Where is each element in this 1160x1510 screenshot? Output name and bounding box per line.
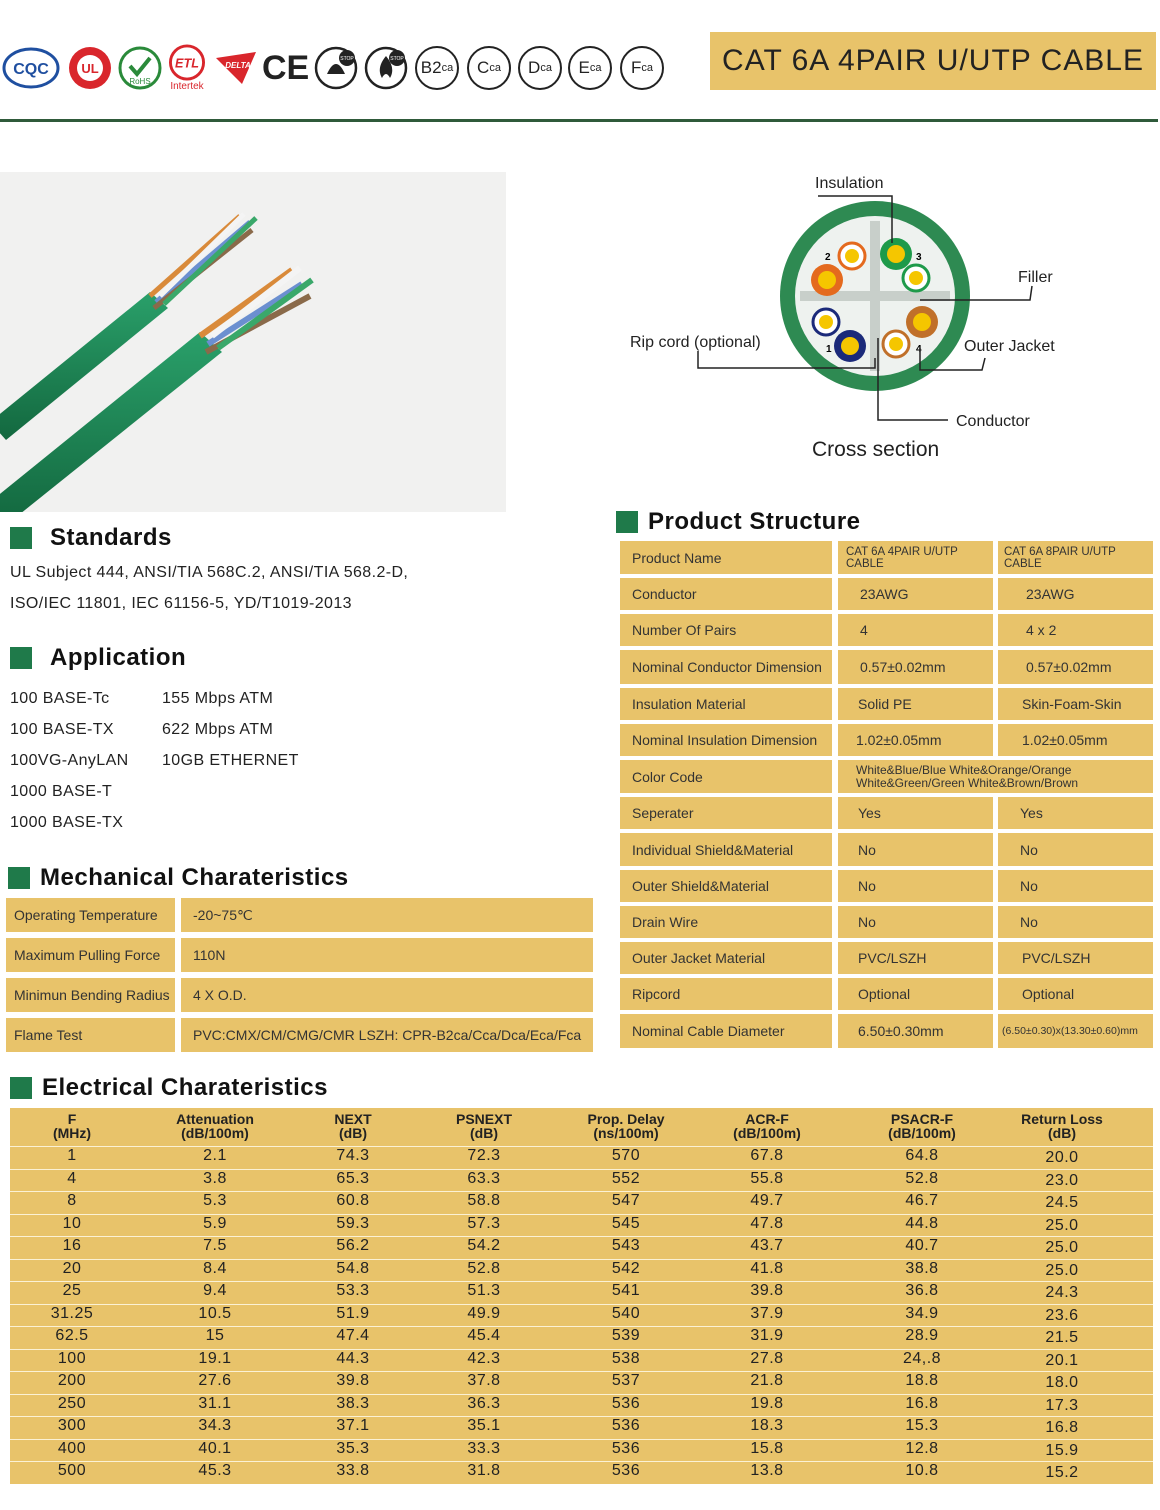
table-cell: 16.8 (1045, 1419, 1079, 1436)
column-header-unit: (dB) (1048, 1125, 1076, 1141)
table-cell: 35.3 (336, 1439, 370, 1457)
electrical-column-header (334, 1112, 371, 1140)
table-cell: 10.5 (198, 1304, 232, 1322)
table-cell: 400 (57, 1439, 87, 1457)
table-row-divider (10, 1326, 1153, 1327)
table-cell: 15.8 (750, 1439, 784, 1457)
table-row-divider (10, 1259, 1153, 1260)
structure-value-8pair: 23AWG (998, 578, 1153, 610)
column-header-unit: (ns/100m) (593, 1125, 659, 1141)
table-cell: 20.1 (1045, 1351, 1079, 1369)
table-cell: 8.4 (203, 1259, 227, 1277)
column-header-unit: (dB/100m) (888, 1125, 956, 1141)
table-cell: 10 (62, 1214, 82, 1232)
structure-value-4pair: 6.50±0.30mm (838, 1014, 993, 1048)
table-cell: 33.8 (336, 1462, 370, 1479)
table-row-divider (10, 1461, 1153, 1462)
structure-label: Drain Wire (620, 906, 832, 938)
table-cell: 64.8 (905, 1147, 939, 1164)
column-header-title: F (67, 1111, 77, 1127)
table-cell: 47.4 (336, 1327, 370, 1344)
table-row-divider (10, 1416, 1153, 1417)
color-code-line-1: White&Blue/Blue White&Orange/Orange (856, 762, 1072, 777)
column-header-title: Return Loss (1021, 1111, 1103, 1127)
column-header-title: NEXT (334, 1111, 372, 1127)
table-cell: 54.8 (336, 1259, 370, 1277)
structure-value-8pair: (6.50±0.30)x(13.30±0.60)mm (998, 1014, 1153, 1048)
structure-value-4pair: No (838, 870, 993, 902)
table-row-divider (10, 1146, 1153, 1147)
table-cell: 62.5 (55, 1327, 89, 1344)
table-cell: 53.3 (336, 1282, 370, 1299)
svg-text:3: 3 (916, 252, 922, 263)
column-header-title: PSNEXT (455, 1111, 513, 1127)
structure-label: Seperater (620, 797, 832, 829)
table-cell: 35.1 (467, 1417, 501, 1434)
class-cca-icon: C ca (467, 44, 511, 92)
cqc-logo (2, 44, 60, 92)
table-cell: 25.0 (1045, 1261, 1079, 1279)
table-cell: 49.9 (467, 1304, 501, 1322)
heading-marker (8, 867, 30, 889)
insulation-label: Insulation (815, 175, 884, 192)
mech-value: 110N (181, 938, 593, 972)
electrical-column-header (1021, 1112, 1103, 1140)
structure-value-4pair: 1.02±0.05mm (838, 724, 993, 756)
structure-value-4pair: CAT 6A 4PAIR U/UTP CABLE (838, 541, 993, 574)
table-cell: 72.3 (467, 1147, 501, 1164)
standards-line-2: ISO/IEC 11801, IEC 61156-5, YD/T1019-2013 (10, 595, 352, 612)
mech-label: Operating Temperature (6, 898, 175, 932)
column-header-unit: (MHz) (52, 1125, 92, 1141)
table-cell: 41.8 (750, 1259, 784, 1277)
structure-value-8pair: Yes (998, 797, 1153, 829)
table-cell: 540 (611, 1304, 641, 1322)
table-cell: 547 (611, 1192, 641, 1209)
svg-text:ETL: ETL (175, 56, 199, 71)
fire-stop-icon (364, 44, 408, 92)
electrical-column-header (456, 1112, 512, 1140)
table-cell: 39.8 (750, 1282, 784, 1299)
table-cell: 18.0 (1045, 1374, 1079, 1391)
structure-value-8pair: PVC/LSZH (998, 942, 1153, 974)
application-item: 1000 BASE-TX (10, 814, 124, 831)
table-cell: 38.3 (336, 1394, 370, 1412)
structure-label: Nominal Cable Diameter (620, 1014, 832, 1048)
intertek-label: Intertek (170, 81, 204, 92)
etl-logo (166, 44, 208, 92)
header-divider (0, 119, 1158, 122)
table-cell: 46.7 (905, 1192, 939, 1209)
table-cell: 34.3 (198, 1417, 232, 1434)
standards-heading: Standards (10, 524, 172, 552)
table-cell: 13.8 (750, 1462, 784, 1479)
table-cell: 16.8 (905, 1394, 939, 1412)
product-structure-heading: Product Structure (616, 508, 861, 536)
table-cell: 20.0 (1045, 1149, 1079, 1166)
table-cell: 250 (57, 1394, 87, 1412)
table-cell: 539 (611, 1327, 641, 1344)
table-cell: 15.2 (1045, 1464, 1079, 1481)
table-cell: 538 (611, 1349, 641, 1367)
electrical-heading: Electrical Charateristics (10, 1074, 328, 1102)
table-cell: 42.3 (467, 1349, 501, 1367)
table-cell: 25 (62, 1282, 82, 1299)
table-cell: 19.8 (750, 1394, 784, 1412)
structure-value-4pair: 4 (838, 614, 993, 646)
structure-label: Nominal Conductor Dimension (620, 650, 832, 684)
electrical-table (10, 1108, 1153, 1484)
table-cell: 52.8 (905, 1169, 939, 1187)
table-cell: 21.8 (750, 1372, 784, 1389)
table-cell: 570 (611, 1147, 641, 1164)
table-cell: 536 (611, 1417, 641, 1434)
table-cell: 543 (611, 1237, 641, 1254)
table-cell: 51.3 (467, 1282, 501, 1299)
delta-logo (214, 44, 258, 92)
table-cell: 5.9 (203, 1214, 227, 1232)
table-cell: 3.8 (203, 1169, 227, 1187)
table-cell: 34.9 (905, 1304, 939, 1322)
application-item: 10GB ETHERNET (162, 752, 299, 769)
class-b2ca-icon: B2 ca (415, 44, 459, 92)
table-cell: 49.7 (750, 1192, 784, 1209)
table-cell: 5.3 (203, 1192, 227, 1209)
cross-section-diagram (620, 168, 1090, 468)
mech-value: -20~75℃ (181, 898, 593, 932)
heading-marker (10, 1077, 32, 1099)
table-cell: 54.2 (467, 1237, 501, 1254)
table-cell: 55.8 (750, 1169, 784, 1187)
structure-label: Ripcord (620, 978, 832, 1010)
table-cell: 45.3 (198, 1462, 232, 1479)
structure-value-8pair: Skin-Foam-Skin (998, 688, 1153, 720)
filler-label: Filler (1018, 269, 1053, 286)
page-title: CAT 6A 4PAIR U/UTP CABLE (710, 32, 1156, 90)
table-cell: 20 (62, 1259, 82, 1277)
table-cell: 58.8 (467, 1192, 501, 1209)
electrical-column-header (888, 1112, 956, 1140)
structure-label: Number Of Pairs (620, 614, 832, 646)
table-row-divider (10, 1281, 1153, 1282)
class-fca-icon: F ca (620, 44, 664, 92)
table-cell: 37.8 (467, 1372, 501, 1389)
structure-value-8pair: 0.57±0.02mm (998, 650, 1153, 684)
mech-label: Maximum Pulling Force (6, 938, 175, 972)
rip-cord-label: Rip cord (optional) (630, 334, 761, 351)
structure-value-4pair: 0.57±0.02mm (838, 650, 993, 684)
table-cell: 542 (611, 1259, 641, 1277)
table-cell: 63.3 (467, 1169, 501, 1187)
svg-text:RoHS: RoHS (129, 77, 151, 86)
table-cell: 74.3 (336, 1147, 370, 1164)
svg-text:1: 1 (826, 344, 832, 355)
structure-label: Outer Jacket Material (620, 942, 832, 974)
table-cell: 57.3 (467, 1214, 501, 1232)
table-row-divider (10, 1439, 1153, 1440)
svg-text:STOP: STOP (340, 56, 354, 62)
structure-value-8pair: 1.02±0.05mm (998, 724, 1153, 756)
table-cell: 31.8 (467, 1462, 501, 1479)
svg-text:4: 4 (916, 344, 922, 355)
table-cell: 18.3 (750, 1417, 784, 1434)
structure-label: Individual Shield&Material (620, 833, 832, 866)
table-cell: 59.3 (336, 1214, 370, 1232)
table-cell: 38.8 (905, 1259, 939, 1277)
table-cell: 33.3 (467, 1439, 501, 1457)
table-cell: 56.2 (336, 1237, 370, 1254)
table-cell: 28.9 (905, 1327, 939, 1344)
column-header-unit: (dB/100m) (733, 1125, 801, 1141)
class-dca-icon: D ca (518, 44, 562, 92)
electrical-column-header (176, 1112, 254, 1140)
table-cell: 537 (611, 1372, 641, 1389)
structure-value-8pair: No (998, 870, 1153, 902)
table-cell: 10.8 (905, 1462, 939, 1479)
table-cell: 545 (611, 1214, 641, 1232)
table-row-divider (10, 1236, 1153, 1237)
structure-label: Color Code (620, 760, 832, 793)
table-row-divider (10, 1304, 1153, 1305)
table-cell: 552 (611, 1169, 641, 1187)
table-cell: 24.3 (1045, 1284, 1079, 1301)
conductor-label: Conductor (956, 413, 1030, 430)
outer-jacket-label: Outer Jacket (964, 338, 1055, 355)
heading-marker (10, 647, 32, 669)
structure-label: Nominal Insulation Dimension (620, 724, 832, 756)
table-cell: 43.7 (750, 1237, 784, 1254)
structure-value-8pair: CAT 6A 8PAIR U/UTP CABLE (998, 541, 1153, 574)
structure-value-8pair: 4 x 2 (998, 614, 1153, 646)
column-header-unit: (dB/100m) (181, 1125, 249, 1141)
table-cell: 12.8 (905, 1439, 939, 1457)
table-cell: 44.8 (905, 1214, 939, 1232)
table-cell: 67.8 (750, 1147, 784, 1164)
mech-value: 4 X O.D. (181, 978, 593, 1012)
cable-photo (0, 172, 506, 512)
mech-value: PVC:CMX/CM/CMG/CMR LSZH: CPR-B2ca/Cca/Dca/Eca/Fca (181, 1018, 593, 1052)
table-cell: 15 (205, 1327, 225, 1344)
table-cell: 23.0 (1045, 1171, 1079, 1189)
flame-stop-icon (314, 44, 358, 92)
class-eca-icon: E ca (568, 44, 612, 92)
table-cell: 7.5 (203, 1237, 227, 1254)
structure-label: Outer Shield&Material (620, 870, 832, 902)
table-cell: 31.1 (198, 1394, 232, 1412)
svg-text:STOP: STOP (390, 56, 404, 62)
table-cell: 60.8 (336, 1192, 370, 1209)
table-cell: 65.3 (336, 1169, 370, 1187)
table-cell: 40.1 (198, 1439, 232, 1457)
table-cell: 200 (57, 1372, 87, 1389)
structure-value-4pair: Solid PE (838, 688, 993, 720)
application-item: 622 Mbps ATM (162, 721, 274, 738)
table-cell: 16 (62, 1237, 82, 1254)
svg-text:UL: UL (81, 61, 99, 76)
electrical-column-header (53, 1112, 91, 1140)
mech-label: Minimun Bending Radius (6, 978, 175, 1012)
table-cell: 47.8 (750, 1214, 784, 1232)
table-cell: 541 (611, 1282, 641, 1299)
table-cell: 27.6 (198, 1372, 232, 1389)
table-cell: 31.25 (50, 1304, 94, 1322)
svg-text:2: 2 (825, 252, 831, 263)
table-row-divider (10, 1214, 1153, 1215)
column-header-unit: (dB) (339, 1125, 367, 1141)
table-cell: 536 (611, 1439, 641, 1457)
column-header-title: PSACR-F (890, 1111, 954, 1127)
svg-text:CQC: CQC (13, 61, 49, 78)
electrical-column-header (587, 1112, 664, 1140)
structure-value-4pair: Yes (838, 797, 993, 829)
application-item: 155 Mbps ATM (162, 690, 274, 707)
table-cell: 45.4 (467, 1327, 501, 1344)
application-heading: Application (10, 644, 186, 672)
table-cell: 24.5 (1045, 1194, 1079, 1211)
ul-logo (67, 44, 113, 92)
color-code-value (838, 760, 1153, 793)
electrical-column-header (733, 1112, 801, 1140)
table-cell: 4 (67, 1169, 77, 1187)
table-cell: 500 (57, 1462, 87, 1479)
structure-value-4pair: No (838, 906, 993, 938)
column-header-title: ACR-F (745, 1111, 789, 1127)
structure-value-4pair: Optional (838, 978, 993, 1010)
table-row-divider (10, 1394, 1153, 1395)
table-cell: 15.3 (905, 1417, 939, 1434)
table-cell: 1 (67, 1147, 77, 1164)
table-cell: 15.9 (1045, 1441, 1079, 1459)
structure-label: Insulation Material (620, 688, 832, 720)
table-cell: 52.8 (467, 1259, 501, 1277)
table-cell: 8 (67, 1192, 77, 1209)
structure-value-4pair: No (838, 833, 993, 866)
table-cell: 24,.8 (902, 1349, 942, 1367)
application-item: 1000 BASE-T (10, 783, 113, 800)
structure-value-8pair: No (998, 833, 1153, 866)
table-cell: 25.0 (1045, 1239, 1079, 1256)
structure-label: Conductor (620, 578, 832, 610)
column-header-unit: (dB) (469, 1125, 498, 1141)
table-cell: 300 (57, 1417, 87, 1434)
mech-label: Flame Test (6, 1018, 175, 1052)
table-cell: 37.9 (750, 1304, 784, 1322)
table-cell: 536 (611, 1462, 641, 1479)
structure-value-4pair: PVC/LSZH (838, 942, 993, 974)
table-cell: 27.8 (750, 1349, 784, 1367)
column-header-title: Prop. Delay (587, 1111, 665, 1127)
table-cell: 39.8 (336, 1372, 370, 1389)
heading-marker (10, 527, 32, 549)
mechanical-heading: Mechanical Charateristics (8, 864, 349, 892)
table-cell: 23.6 (1045, 1306, 1079, 1324)
ce-mark: CE (262, 48, 310, 87)
structure-value-8pair: Optional (998, 978, 1153, 1010)
table-cell: 36.3 (467, 1394, 501, 1412)
table-cell: 2.1 (203, 1147, 227, 1164)
svg-text:DELTA: DELTA (225, 61, 251, 70)
heading-marker (616, 511, 638, 533)
table-cell: 25.0 (1045, 1216, 1079, 1234)
color-code-line-2: White&Green/Green White&Brown/Brown (856, 775, 1079, 790)
table-cell: 536 (611, 1394, 641, 1412)
rohs-logo (118, 44, 162, 92)
table-cell: 18.8 (905, 1372, 939, 1389)
table-cell: 36.8 (905, 1282, 939, 1299)
table-cell: 17.3 (1045, 1396, 1079, 1414)
application-item: 100VG-AnyLAN (10, 752, 129, 769)
table-cell: 9.4 (203, 1282, 227, 1299)
table-cell: 19.1 (198, 1349, 232, 1367)
standards-line-1: UL Subject 444, ANSI/TIA 568C.2, ANSI/TIA 568.2-D, (10, 564, 409, 581)
table-cell: 40.7 (905, 1237, 939, 1254)
table-cell: 100 (57, 1349, 87, 1367)
table-row-divider (10, 1191, 1153, 1192)
table-cell: 31.9 (750, 1327, 784, 1344)
table-cell: 44.3 (336, 1349, 370, 1367)
table-row-divider (10, 1349, 1153, 1350)
table-cell: 51.9 (336, 1304, 370, 1322)
structure-label: Product Name (620, 541, 832, 574)
application-item: 100 BASE-TX (10, 721, 115, 738)
table-row-divider (10, 1371, 1153, 1372)
cross-section-caption: Cross section (812, 438, 940, 461)
table-row-divider (10, 1169, 1153, 1170)
table-cell: 21.5 (1045, 1329, 1079, 1346)
table-cell: 37.1 (336, 1417, 370, 1434)
column-header-title: Attenuation (176, 1111, 254, 1127)
structure-value-4pair: 23AWG (838, 578, 993, 610)
structure-value-8pair: No (998, 906, 1153, 938)
application-item: 100 BASE-Tc (10, 690, 110, 707)
